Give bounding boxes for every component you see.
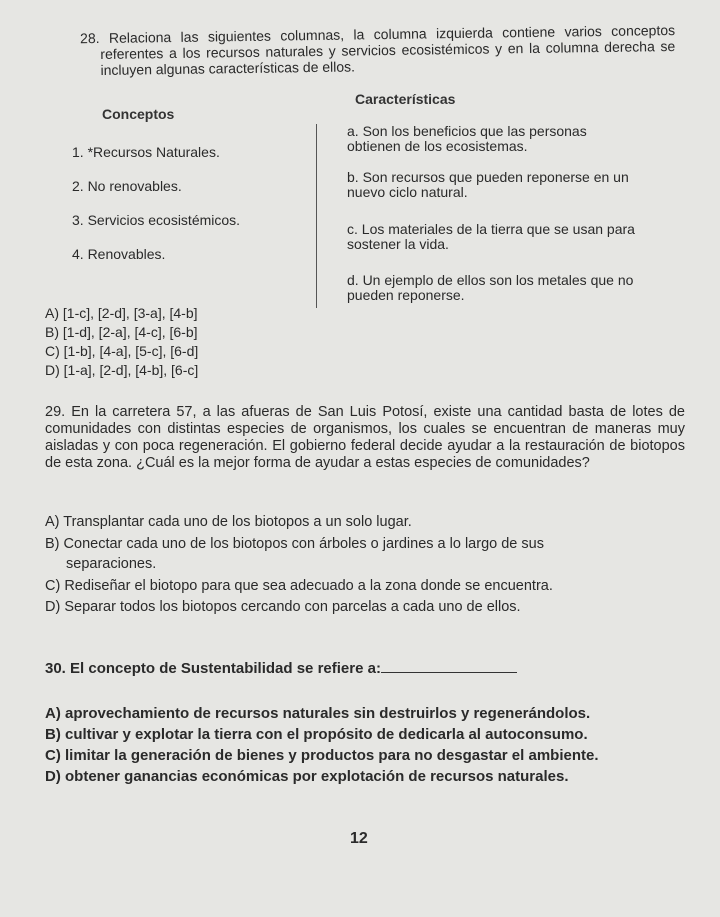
q29-option-c[interactable]: C) Rediseñar el biotopo para que sea adecuado a la zona donde se encuentra. xyxy=(45,578,553,594)
characteristics-header: Características xyxy=(355,91,456,107)
q28-intro xyxy=(80,21,676,78)
q28-number: 28. xyxy=(80,30,100,47)
q30-option-b[interactable]: B) cultivar y explotar la tierra con el propósito de dedicarla al autoconsumo. xyxy=(45,726,588,743)
q28-option-a[interactable]: A) [1-c], [2-d], [3-a], [4-b] xyxy=(45,305,198,321)
q29-option-b[interactable]: B) Conectar cada uno de los biotopos con árboles o jardines a lo largo de sus xyxy=(45,536,544,552)
q29-option-b-continued: separaciones. xyxy=(66,556,157,572)
characteristic-a: a. Son los beneficios que las personas obtienen de los ecosistemas. xyxy=(347,123,587,154)
q30-question xyxy=(45,660,517,677)
concept-3: 3. Servicios ecosistémicos. xyxy=(72,212,241,228)
q29-option-d[interactable]: D) Separar todos los biotopos cercando con parcelas a cada uno de ellos. xyxy=(45,599,521,615)
characteristic-b: b. Son recursos que pueden reponerse en un nuevo ciclo natural. xyxy=(347,169,629,200)
q28-option-d[interactable]: D) [1-a], [2-d], [4-b], [6-c] xyxy=(45,362,199,378)
concept-2: 2. No renovables. xyxy=(72,178,182,194)
characteristic-c: c. Los materiales de la tierra que se usan para sostener la vida. xyxy=(347,221,635,252)
q30-option-c[interactable]: C) limitar la generación de bienes y productos para no desgastar el ambiente. xyxy=(45,747,599,764)
q29-option-a[interactable]: A) Transplantar cada uno de los biotopos a un solo lugar. xyxy=(45,514,412,530)
q28-option-c[interactable]: C) [1-b], [4-a], [5-c], [6-d] xyxy=(45,343,199,359)
concept-1: 1. *Recursos Naturales. xyxy=(72,144,220,160)
characteristic-d: d. Un ejemplo de ellos son los metales que no pueden reponerse. xyxy=(347,272,634,303)
answer-blank[interactable] xyxy=(381,660,517,673)
page-number: 12 xyxy=(350,830,368,847)
concepts-header: Conceptos xyxy=(102,106,175,122)
q29-text: 29. En la carretera 57, a las afueras de San Luis Potosí, existe una cantidad basta de lotes de comunidades con distintas especies de organismos, los cuales se encuentran de maneras muy aisladas y con poca regeneración. El gobierno federal decide ayudar a la restauración de biotopos de esta zona. ¿Cuál es la mejor forma de ayudar a estas especies de comunidades? xyxy=(45,404,685,471)
q28-intro-text: Relaciona las siguientes columnas, la columna izquierda contiene varios conceptos referentes a los recursos naturales y servicios ecosistémicos y en la columna derecha se incluyen algunas características de ellos. xyxy=(100,21,676,78)
column-divider xyxy=(316,124,317,308)
q30-option-d[interactable]: D) obtener ganancias económicas por explotación de recursos naturales. xyxy=(45,768,569,785)
q30-option-a[interactable]: A) aprovechamiento de recursos naturales sin destruirlos y regenerándolos. xyxy=(45,705,591,722)
concept-4: 4. Renovables. xyxy=(72,246,166,262)
q28-option-b[interactable]: B) [1-d], [2-a], [4-c], [6-b] xyxy=(45,324,198,340)
q30-text: 30. El concepto de Sustentabilidad se refiere a: xyxy=(45,660,381,677)
